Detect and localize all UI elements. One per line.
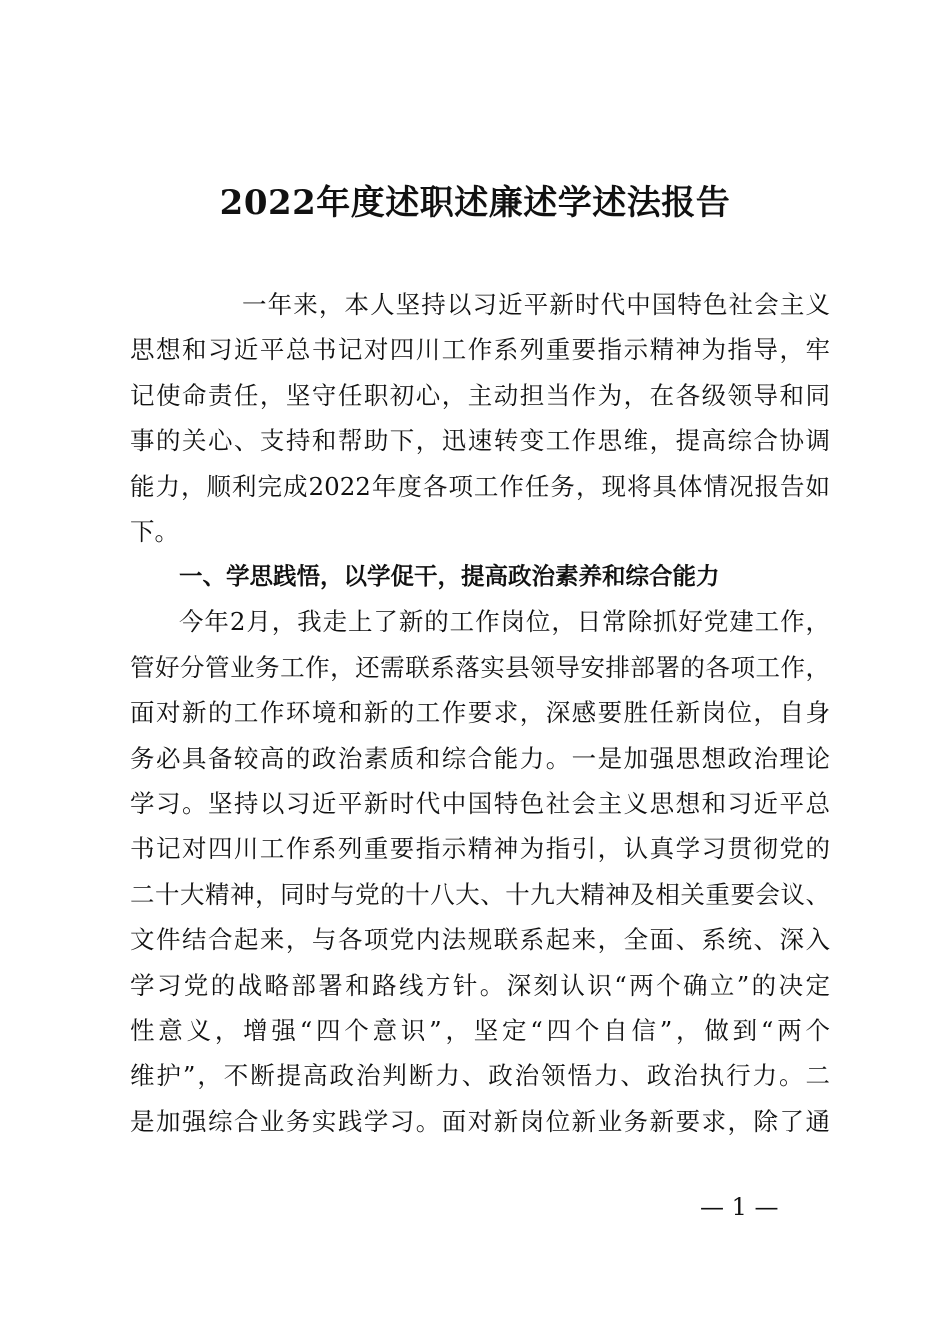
text-line: 一年来，本人坚持以习近平新时代中国特色社会主义 [242,290,830,319]
text-line: 书记对四川工作系列重要指示精神为指引，认真学习贯彻党的 [130,834,830,864]
text-line: 思想和习近平总书记对四川工作系列重要指示精神为指导，牢 [130,335,830,365]
text-line: 管好分管业务工作，还需联系落实县领导安排部署的各项工作， [130,652,830,682]
text-line: 记使命责任，坚守任职初心，主动担当作为，在各级领导和同 [130,380,830,410]
text-line: 事的关心、支持和帮助下，迅速转变工作思维，提高综合协调 [130,426,830,456]
text-line: 下。 [130,516,179,546]
intro-paragraph [130,282,830,554]
text-line: 务必具备较高的政治素质和综合能力。一是加强思想政治理论 [130,743,830,773]
text-line: 今年2月，我走上了新的工作岗位，日常除抓好党建工作， [179,607,830,637]
text-line: 学习党的战略部署和路线方针。深刻认识“两个确立”的决定 [130,970,830,1000]
section-1 [130,554,830,1144]
text-line: 学习。坚持以习近平新时代中国特色社会主义思想和习近平总 [130,788,830,818]
text-line: 性意义，增强“四个意识”，坚定“四个自信”，做到“两个 [130,1015,830,1045]
text-line: 二十大精神，同时与党的十八大、十九大精神及相关重要会议、 [130,879,830,909]
document-title: 2022年度述职述廉述学述法报告 [219,183,731,223]
text-line: 面对新的工作环境和新的工作要求，深感要胜任新岗位，自身 [130,698,830,728]
text-line: 维护”，不断提高政治判断力、政治领悟力、政治执行力。二 [130,1061,830,1091]
text-line: 能力，顺利完成2022年度各项工作任务，现将具体情况报告如 [130,471,830,501]
text-line: 文件结合起来，与各项党内法规联系起来，全面、系统、深入 [130,925,830,955]
page-number: — 1 — [700,1193,779,1221]
section-heading: 一、学思践悟，以学促干，提高政治素养和综合能力 [179,562,720,590]
text-line: 是加强综合业务实践学习。面对新岗位新业务新要求，除了通 [130,1106,830,1136]
